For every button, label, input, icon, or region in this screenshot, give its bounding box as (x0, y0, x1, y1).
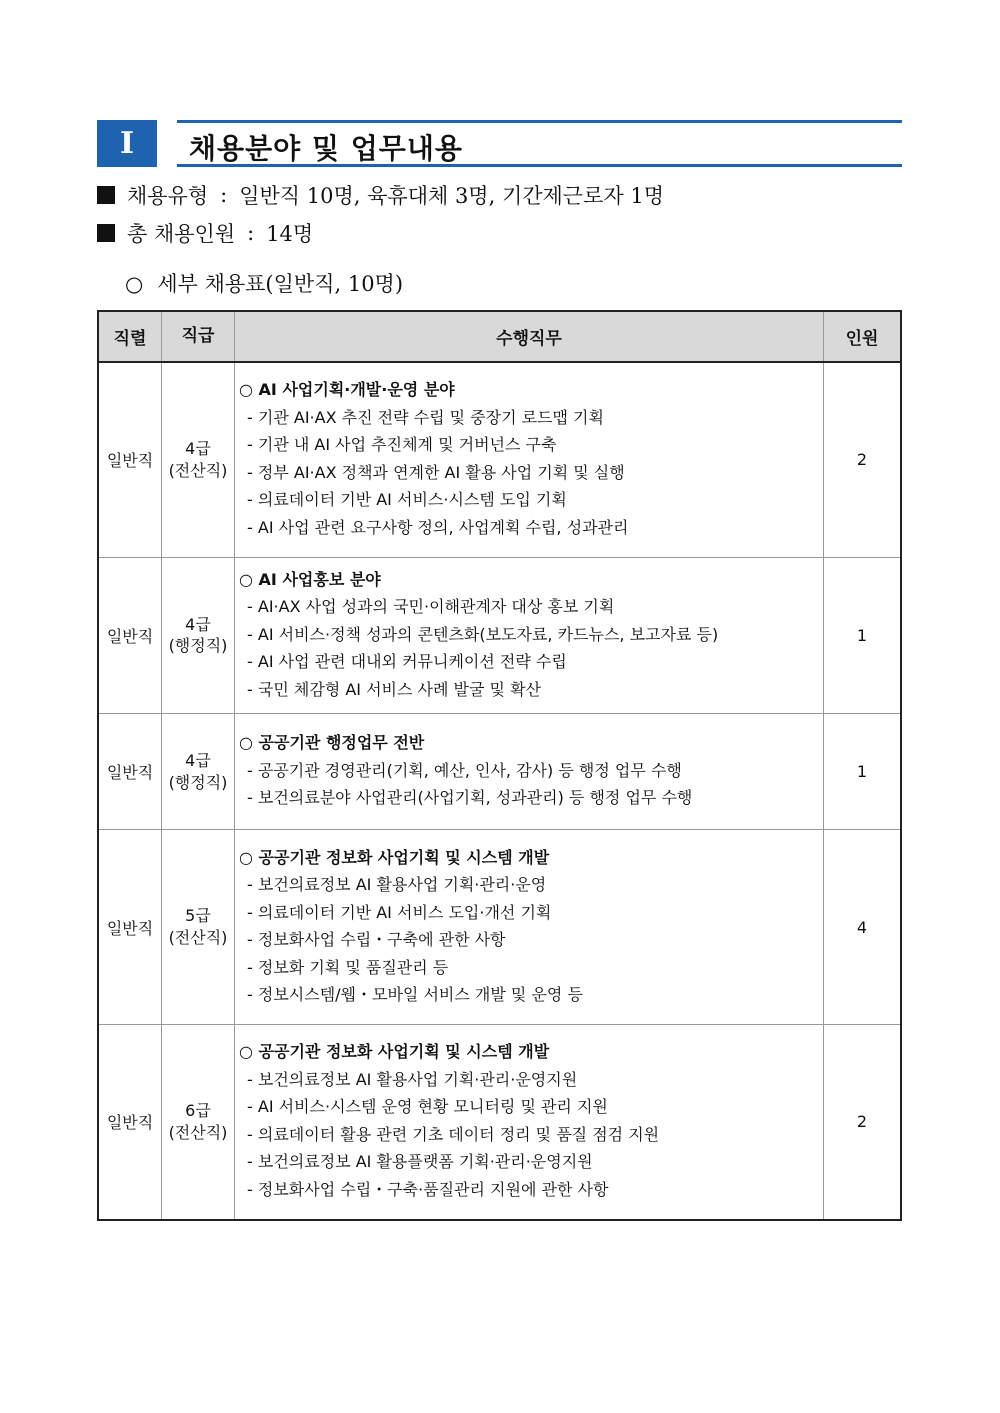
cell-grade (162, 714, 235, 830)
table-row (98, 557, 901, 714)
duty-item: - AI 서비스·정책 성과의 콘텐츠화(보도자료, 카드뉴스, 보고자료 등) (247, 624, 719, 644)
dash-bullet: - (247, 624, 253, 644)
dash-bullet: - (247, 1124, 253, 1144)
dash-bullet: - (247, 1152, 253, 1172)
cell-duty (235, 830, 824, 1025)
circle-bullet-icon: ○ (125, 272, 144, 296)
header-series: 직렬 (98, 311, 162, 362)
cell-grade (162, 362, 235, 557)
dash-bullet: - (247, 760, 253, 780)
summary-colon: : (247, 221, 255, 245)
table-row (98, 714, 901, 830)
grade-level: 5급 (185, 906, 211, 926)
summary-label: 채용유형 (127, 184, 209, 208)
duty-title: ○ 공공기관 정보화 사업기획 및 시스템 개발 (239, 1042, 550, 1062)
summary-value: 14명 (266, 222, 314, 246)
duty-item: - 보건의료정보 AI 활용사업 기획·관리·운영 (247, 875, 547, 894)
section-number-badge: Ⅰ (97, 120, 157, 167)
duty-item: - 의료데이터 기반 AI 서비스 도입·개선 기획 (247, 902, 552, 922)
dash-bullet: - (247, 490, 253, 510)
section-title-bar (177, 120, 902, 167)
dash-bullet: - (247, 679, 253, 699)
cell-count: 4 (824, 830, 902, 1025)
summary-total (97, 218, 313, 248)
grade-level: 4급 (185, 439, 211, 459)
duty-item: - AI·AX 사업 성과의 국민·이해관계자 대상 홍보 기획 (247, 597, 615, 616)
duty-title: ○ 공공기관 정보화 사업기획 및 시스템 개발 (239, 847, 550, 867)
cell-count: 2 (824, 362, 902, 557)
header-duty: 수행직무 (235, 311, 824, 362)
cell-series: 일반직 (98, 830, 162, 1025)
square-bullet-icon (97, 186, 115, 204)
grade-type: (행정직) (168, 772, 228, 792)
duty-item: - 보건의료정보 AI 활용플랫폼 기획·관리·운영지원 (247, 1152, 593, 1172)
cell-grade (162, 557, 235, 714)
cell-count: 1 (824, 714, 902, 830)
circle-bullet-icon: ○ (239, 1042, 253, 1062)
cell-duty (235, 1025, 824, 1220)
dash-bullet: - (247, 517, 253, 537)
grade-type: (전산직) (168, 460, 228, 480)
dash-bullet: - (247, 902, 253, 922)
dash-bullet: - (247, 652, 253, 671)
cell-series: 일반직 (98, 362, 162, 557)
duty-item: - 의료데이터 기반 AI 서비스·시스템 도입 기획 (247, 490, 567, 510)
table-row (98, 362, 901, 557)
dash-bullet: - (247, 788, 253, 808)
duty-title: ○ AI 사업홍보 분야 (239, 569, 381, 589)
subheading-text: 세부 채용표(일반직, 10명) (157, 272, 404, 296)
duty-item: - 보건의료분야 사업관리(사업기획, 성과관리) 등 행정 업무 수행 (247, 788, 693, 808)
grade-type: (행정직) (168, 636, 228, 656)
dash-bullet: - (247, 462, 253, 482)
summary-value: 일반직 10명, 육휴대체 3명, 기간제근로자 1명 (239, 184, 664, 208)
duty-item: - 공공기관 경영관리(기획, 예산, 인사, 감사) 등 행정 업무 수행 (247, 760, 682, 780)
section-heading (97, 120, 902, 167)
duty-item: - 의료데이터 활용 관련 기초 데이터 정리 및 품질 점검 지원 (247, 1124, 660, 1144)
duty-item: - 정부 AI·AX 정책과 연계한 AI 활용 사업 기획 및 실행 (247, 462, 625, 482)
dash-bullet: - (247, 407, 253, 427)
circle-bullet-icon: ○ (239, 733, 253, 753)
duty-item: - 기관 AI·AX 추진 전략 수립 및 중장기 로드맵 기획 (247, 407, 604, 427)
dash-bullet: - (247, 930, 253, 949)
cell-duty (235, 362, 824, 557)
dash-bullet: - (247, 1069, 253, 1089)
grade-level: 4급 (185, 750, 211, 770)
grade-type: (전산직) (168, 1122, 228, 1142)
duty-item: - 정보화사업 수립・구축에 관한 사항 (247, 930, 506, 949)
summary-label: 총 채용인원 (127, 222, 236, 246)
duty-item: - AI 서비스·시스템 운영 현황 모니터링 및 관리 지원 (247, 1097, 608, 1117)
circle-bullet-icon: ○ (239, 569, 253, 589)
header-grade: 직급 (162, 311, 235, 362)
grade-type: (전산직) (168, 928, 228, 947)
circle-bullet-icon: ○ (239, 847, 253, 867)
dash-bullet: - (247, 435, 253, 455)
cell-series: 일반직 (98, 557, 162, 714)
section-title: 채용분야 및 업무내용 (189, 132, 463, 165)
table-row (98, 830, 901, 1025)
cell-grade (162, 830, 235, 1025)
table-header-row (98, 311, 901, 362)
duty-item: - 정보화사업 수립・구축·품질관리 지원에 관한 사항 (247, 1179, 609, 1199)
grade-level: 6급 (185, 1101, 211, 1121)
table-row (98, 1025, 901, 1220)
circle-bullet-icon: ○ (239, 380, 253, 400)
duty-item: - AI 사업 관련 대내외 커뮤니케이션 전략 수립 (247, 652, 567, 671)
dash-bullet: - (247, 957, 253, 977)
summary-colon: : (220, 183, 228, 207)
dash-bullet: - (247, 1179, 253, 1199)
dash-bullet: - (247, 875, 253, 894)
duty-item: - 기관 내 AI 사업 추진체계 및 거버넌스 구축 (247, 435, 557, 455)
duty-title: ○ 공공기관 행정업무 전반 (239, 733, 425, 753)
header-count: 인원 (824, 311, 902, 362)
dash-bullet: - (247, 985, 253, 1004)
duty-item: - 국민 체감형 AI 서비스 사례 발굴 및 확산 (247, 679, 541, 699)
cell-duty (235, 714, 824, 830)
cell-series: 일반직 (98, 714, 162, 830)
duty-item: - AI 사업 관련 요구사항 정의, 사업계획 수립, 성과관리 (247, 517, 629, 537)
table-subheading (125, 268, 403, 298)
recruitment-table (97, 310, 902, 1221)
grade-level: 4급 (185, 614, 211, 634)
dash-bullet: - (247, 597, 253, 616)
cell-series: 일반직 (98, 1025, 162, 1220)
summary-recruit-type (97, 180, 664, 210)
cell-duty (235, 557, 824, 714)
cell-grade (162, 1025, 235, 1220)
cell-count: 2 (824, 1025, 902, 1220)
dash-bullet: - (247, 1097, 253, 1117)
cell-count: 1 (824, 557, 902, 714)
duty-title: ○ AI 사업기획·개발·운영 분야 (239, 380, 455, 400)
duty-item: - 보건의료정보 AI 활용사업 기획·관리·운영지원 (247, 1069, 578, 1089)
duty-item: - 정보시스템/웹・모바일 서비스 개발 및 운영 등 (247, 985, 583, 1004)
duty-item: - 정보화 기획 및 품질관리 등 (247, 957, 449, 977)
square-bullet-icon (97, 224, 115, 242)
